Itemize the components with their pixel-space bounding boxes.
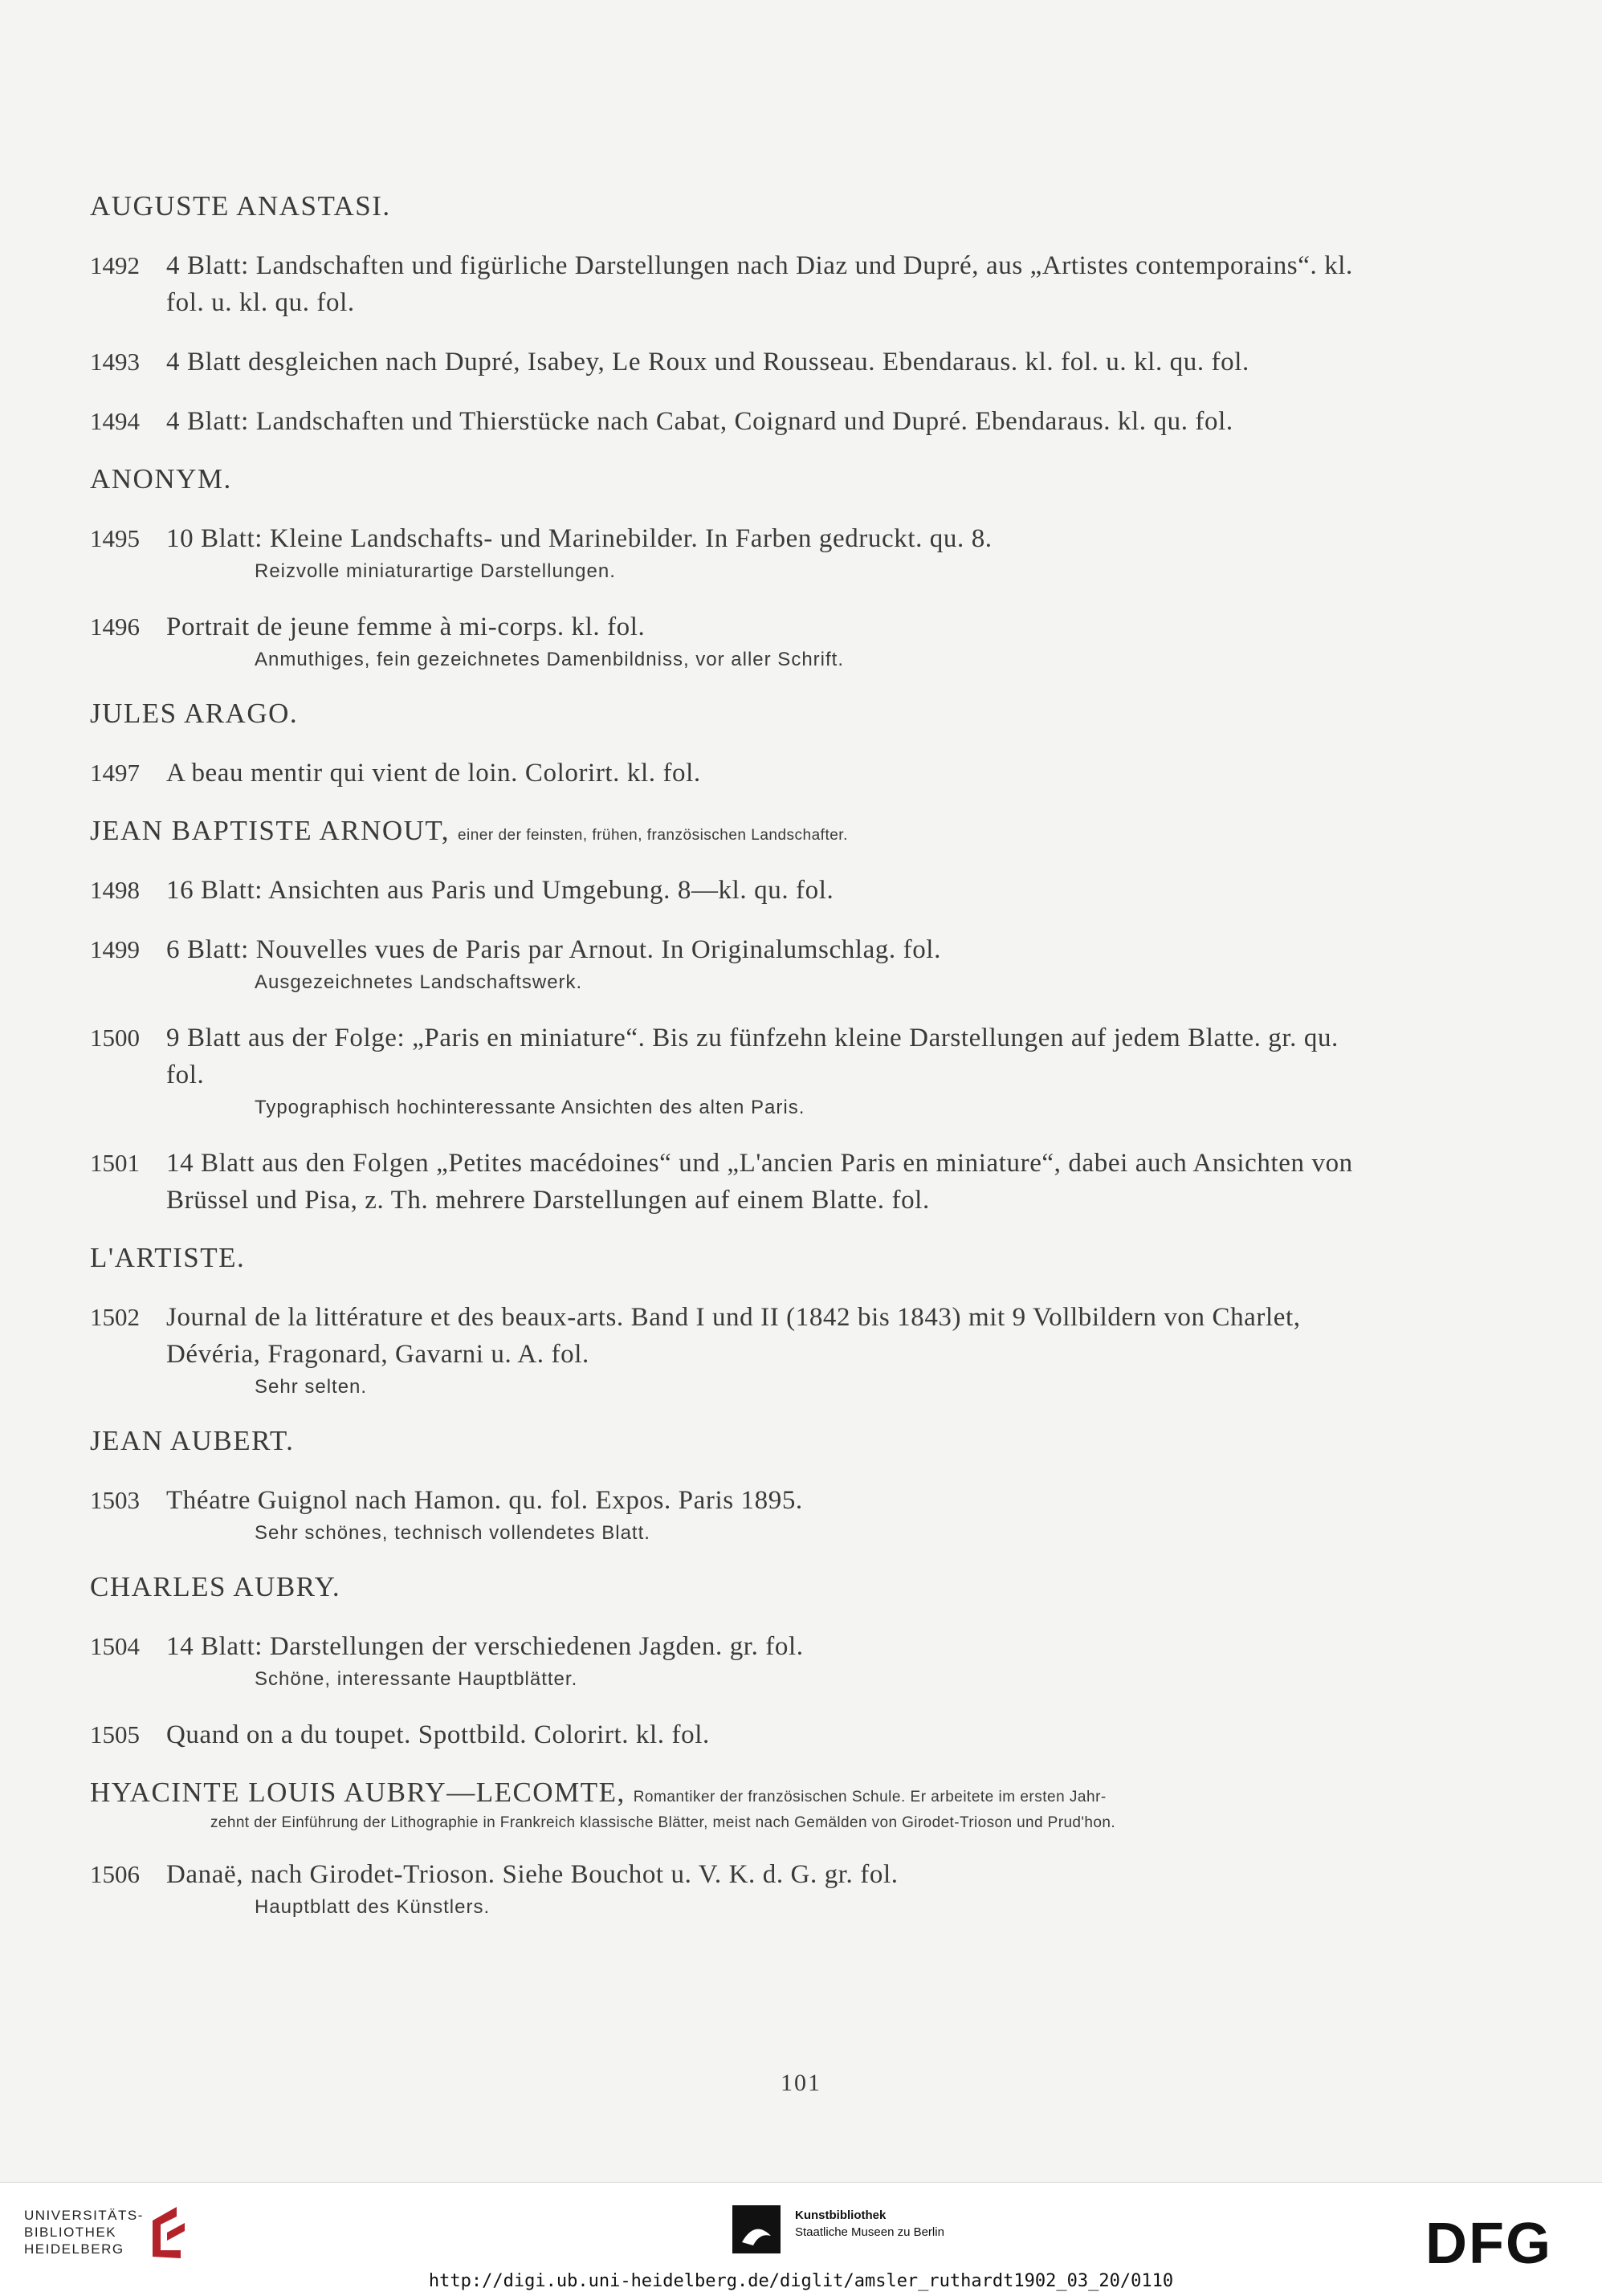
catalog-entry (90, 1628, 1375, 1694)
artist-name: L'ARTISTE. (90, 1242, 246, 1273)
entry-remark: Reizvolle miniaturartige Darstellungen. (255, 560, 616, 582)
entry-number: 1492 (90, 251, 140, 279)
catalog-entry (90, 755, 1375, 792)
entry-description: Portrait de jeune femme à mi-corps. kl. fol. (166, 613, 646, 641)
catalog-entry (90, 1716, 1375, 1753)
entry-description: 4 Blatt: Landschaften und figürliche Darstellungen nach Diaz und Dupré, aus „Artistes contemporains“. kl. fol. u. kl. qu. fol. (166, 251, 1353, 317)
entry-description: A beau mentir qui vient de loin. Colorirt. kl. fol. (166, 759, 701, 788)
viewer-footer (0, 2182, 1602, 2296)
entry-remark: Hauptblatt des Künstlers. (255, 1895, 491, 1918)
catalog-entry (90, 872, 1375, 909)
artist-heading (90, 462, 1375, 496)
university-logo-line: BIBLIOTHEK (24, 2225, 117, 2240)
kunstbibliothek-subtitle: Staatliche Museen zu Berlin (795, 2225, 944, 2239)
entry-remark: Typographisch hochinteressante Ansichten des alten Paris. (255, 1097, 805, 1118)
artist-name: ANONYM. (90, 463, 232, 495)
catalog-entry (90, 520, 1375, 586)
entry-description: 16 Blatt: Ansichten aus Paris und Umgebung. 8—kl. qu. fol. (166, 876, 834, 905)
kunstbibliothek-title: Kunstbibliothek (795, 2208, 887, 2222)
artist-heading (90, 189, 1375, 223)
entry-number: 1501 (90, 1149, 140, 1177)
artist-name: CHARLES AUBRY. (90, 1571, 341, 1602)
catalog-entry (90, 609, 1375, 674)
catalog-entry (90, 403, 1375, 440)
entry-number: 1496 (90, 613, 140, 641)
catalog-entry (90, 1145, 1375, 1219)
entry-description: 9 Blatt aus der Folge: „Paris en miniature“. Bis zu fünfzehn kleine Darstellungen auf jedem Blatte. gr. qu. fol. (166, 1024, 1339, 1089)
catalog-entry (90, 931, 1375, 997)
entry-number: 1498 (90, 876, 140, 904)
entry-remark: Sehr selten. (255, 1376, 368, 1398)
entry-number: 1497 (90, 759, 140, 787)
artist-name: JULES ARAGO. (90, 698, 299, 729)
artist-name: JEAN AUBERT. (90, 1425, 295, 1456)
entry-description: 10 Blatt: Kleine Landschafts- und Marinebilder. In Farben gedruckt. qu. 8. (166, 524, 993, 553)
kunstbibliothek-label (795, 2207, 944, 2241)
university-emblem-icon (145, 2200, 193, 2265)
artist-note: einer der feinsten, frühen, französischen Landschafter. (457, 827, 848, 844)
entry-number: 1495 (90, 524, 140, 552)
page-number: 101 (781, 2070, 821, 2096)
entry-number: 1500 (90, 1024, 140, 1052)
artist-note: Romantiker der französischen Schule. Er arbeitete im ersten Jahr- (633, 1789, 1107, 1805)
catalog-entry (90, 1299, 1375, 1402)
kunstbibliothek-logo-icon[interactable] (731, 2204, 782, 2255)
entry-number: 1494 (90, 407, 140, 435)
entry-number: 1493 (90, 348, 140, 376)
catalog-entry (90, 247, 1375, 321)
artist-heading (90, 1776, 1375, 1810)
entry-number: 1503 (90, 1486, 140, 1514)
university-logo-line: HEIDELBERG (24, 2241, 124, 2257)
entry-number: 1499 (90, 935, 140, 963)
artist-name: HYACINTE LOUIS AUBRY—LECOMTE, (90, 1777, 626, 1808)
entry-description: 14 Blatt: Darstellungen der verschiedenen Jagden. gr. fol. (166, 1632, 804, 1661)
entry-remark: Ausgezeichnetes Landschaftswerk. (255, 971, 583, 993)
catalog-entry (90, 1856, 1375, 1922)
entry-description: 4 Blatt: Landschaften und Thierstücke nach Cabat, Coignard und Dupré. Ebendaraus. kl. qu. fol. (166, 407, 1233, 436)
entry-number: 1504 (90, 1632, 140, 1660)
entry-number: 1505 (90, 1720, 140, 1748)
entry-remark: Sehr schönes, technisch vollendetes Blatt. (255, 1522, 650, 1544)
artist-heading (90, 1424, 1375, 1458)
entry-description: 6 Blatt: Nouvelles vues de Paris par Arnout. In Originalumschlag. fol. (166, 935, 941, 964)
entry-number: 1506 (90, 1859, 140, 1888)
university-logo-line: UNIVERSITÄTS- (24, 2208, 144, 2223)
artist-heading (90, 1570, 1375, 1604)
entry-description: Quand on a du toupet. Spottbild. Colorirt. kl. fol. (166, 1720, 710, 1749)
entry-remark: Schöne, interessante Hauptblätter. (255, 1668, 578, 1690)
entry-description: Journal de la littérature et des beaux-arts. Band I und II (1842 bis 1843) mit 9 Vollbildern von Charlet, Dévéria, Fragonard, Gavarni u. A. fol. (166, 1303, 1301, 1369)
university-library-logo[interactable] (24, 2207, 144, 2257)
entry-remark: Anmuthiges, fein gezeichnetes Damenbildniss, vor aller Schrift. (255, 649, 844, 670)
entry-description: 4 Blatt desgleichen nach Dupré, Isabey, Le Roux und Rousseau. Ebendaraus. kl. fol. u. kl. qu. fol. (166, 348, 1249, 377)
artist-name: JEAN BAPTISTE ARNOUT, (90, 815, 450, 846)
permalink-url[interactable]: http://digi.ub.uni-heidelberg.de/diglit/amsler_ruthardt1902_03_20/0110 (428, 2271, 1174, 2291)
artist-heading (90, 1241, 1375, 1275)
entry-description: 14 Blatt aus den Folgen „Petites macédoines“ und „L'ancien Paris en miniature“, dabei auch Ansichten von Brüssel und Pisa, z. Th. mehrere Darstellungen auf einem Blatte. fol. (166, 1149, 1353, 1215)
artist-heading (90, 814, 1375, 848)
entry-number: 1502 (90, 1303, 140, 1331)
entry-description: Danaë, nach Girodet-Trioson. Siehe Bouchot u. V. K. d. G. gr. fol. (166, 1859, 899, 1889)
artist-name: AUGUSTE ANASTASI. (90, 190, 391, 222)
artist-note-continuation: zehnt der Einführung der Lithographie in Frankreich klassische Blätter, meist nach Gemälden von Girodet-Trioson und Prud'hon. (210, 1814, 1116, 1831)
catalog-content (90, 189, 1375, 1944)
entry-description: Théatre Guignol nach Hamon. qu. fol. Expos. Paris 1895. (166, 1486, 803, 1515)
catalog-entry (90, 344, 1375, 381)
catalog-entry (90, 1482, 1375, 1548)
catalog-entry (90, 1020, 1375, 1122)
dfg-logo[interactable]: DFG (1425, 2212, 1552, 2276)
artist-heading (90, 697, 1375, 731)
